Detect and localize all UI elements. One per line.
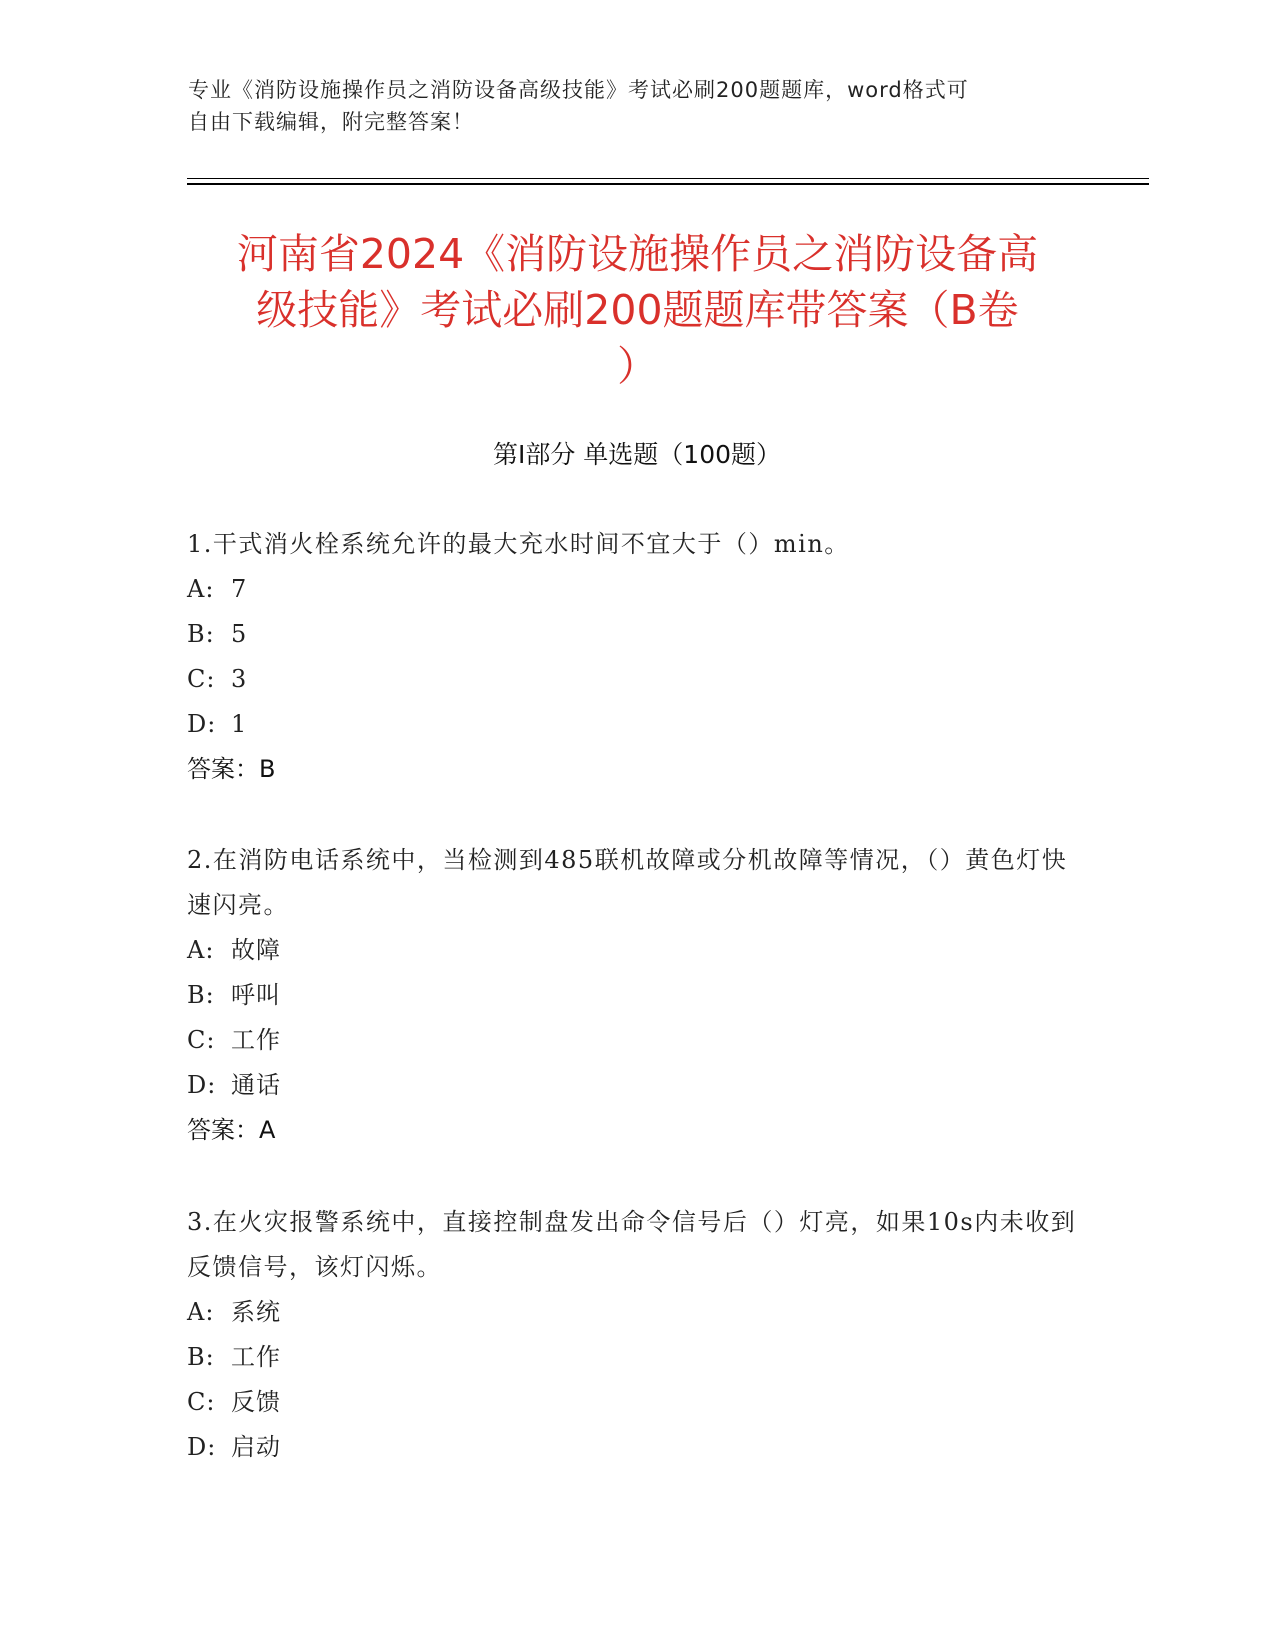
option-text: 7 <box>231 575 248 603</box>
answer-line: 答案：A <box>187 1116 276 1144</box>
section-heading: 第Ⅰ部分 单选题（100题） <box>492 440 782 469</box>
question-item <box>187 1200 1087 1470</box>
option-a <box>187 567 1087 612</box>
answer-line: 答案：B <box>187 755 276 783</box>
option-c <box>187 1018 1087 1063</box>
option-label: C: <box>187 1026 216 1054</box>
title-line-3: ） <box>617 342 658 390</box>
option-label: B: <box>187 1343 215 1371</box>
option-b <box>187 973 1087 1018</box>
header-note-line-1: 专业《消防设施操作员之消防设备高级技能》考试必刷200题题库，word格式可 <box>188 78 969 102</box>
question-item <box>187 522 1087 792</box>
header-divider-thick <box>187 183 1149 185</box>
option-label: B: <box>187 620 215 648</box>
option-text: 5 <box>231 620 248 648</box>
option-d <box>187 1425 1087 1470</box>
option-text: 通话 <box>231 1071 281 1099</box>
header-divider-thin <box>187 178 1149 179</box>
option-label: D: <box>187 1071 217 1099</box>
option-text: 1 <box>231 710 248 738</box>
option-label: D: <box>187 710 217 738</box>
question-stem: 3.在火灾报警系统中，直接控制盘发出命令信号后（）灯亮，如果10s内未收到反馈信号，该灯闪烁。 <box>187 1208 1077 1281</box>
option-label: A: <box>187 1298 215 1326</box>
title-line-1: 河南省2024《消防设施操作员之消防设备高 <box>236 230 1039 278</box>
document-header-note <box>188 74 1068 138</box>
option-text: 启动 <box>231 1433 281 1461</box>
option-a <box>187 1290 1087 1335</box>
option-c <box>187 657 1087 702</box>
option-text: 工作 <box>231 1343 281 1371</box>
option-label: A: <box>187 575 215 603</box>
option-label: C: <box>187 665 216 693</box>
option-label: D: <box>187 1433 217 1461</box>
option-label: C: <box>187 1388 216 1416</box>
option-text: 反馈 <box>231 1388 281 1416</box>
option-label: A: <box>187 936 215 964</box>
option-text: 工作 <box>231 1026 281 1054</box>
option-d <box>187 1063 1087 1108</box>
option-text: 呼叫 <box>231 981 281 1009</box>
option-a <box>187 928 1087 973</box>
option-text: 3 <box>231 665 248 693</box>
question-stem: 2.在消防电话系统中，当检测到485联机故障或分机故障等情况，（）黄色灯快速闪亮。 <box>187 846 1068 919</box>
option-text: 系统 <box>231 1298 281 1326</box>
title-line-2: 级技能》考试必刷200题题库带答案（B卷 <box>256 286 1019 334</box>
option-label: B: <box>187 981 215 1009</box>
question-stem: 1.干式消火栓系统允许的最大充水时间不宜大于（）min。 <box>187 530 850 558</box>
header-note-line-2: 自由下载编辑，附完整答案！ <box>188 110 474 134</box>
option-c <box>187 1380 1087 1425</box>
option-d <box>187 702 1087 747</box>
option-b <box>187 1335 1087 1380</box>
question-item <box>187 838 1087 1153</box>
document-title <box>180 226 1095 394</box>
option-text: 故障 <box>231 936 281 964</box>
option-b <box>187 612 1087 657</box>
